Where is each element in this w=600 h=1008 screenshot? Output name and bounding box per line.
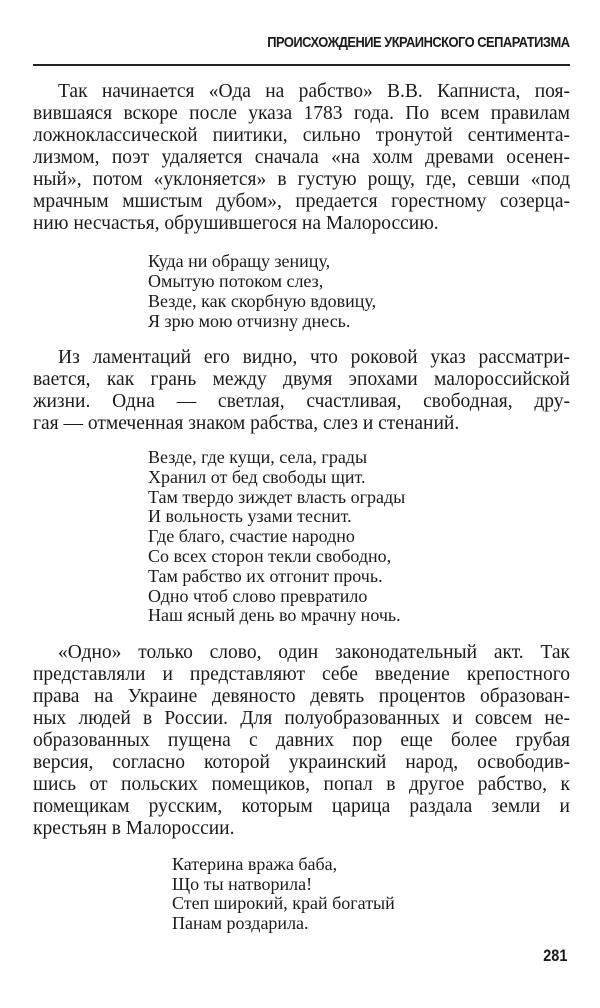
text-line: образованных пущена с давних пор еще более грубая bbox=[33, 730, 570, 751]
running-header: ПРОИСХОЖДЕНИЕ УКРАИНСКОГО СЕПАРАТИЗМА bbox=[267, 34, 570, 51]
text-line: лизмом, поэт удаляется сначала «на холм древами осенен- bbox=[33, 147, 570, 168]
poem-line: Катерина вража баба, bbox=[172, 854, 338, 874]
poem-line: Там твердо зиждет власть ограды bbox=[148, 486, 406, 507]
poem-2 bbox=[148, 448, 405, 626]
poem-line: Везде, как скорбную вдовицу, bbox=[148, 291, 377, 311]
poem-line: Наш ясный день во мрачну ночь. bbox=[148, 605, 401, 626]
text-line: ный», потом «уклоняется» в густую рощу, где, севши «под bbox=[33, 169, 570, 190]
text-line: гая — отмеченная знаком рабства, слез и стенаний. bbox=[33, 413, 460, 434]
poem-line: Одно чтоб слово превратило bbox=[148, 585, 368, 606]
poem-line: Панам роздарила. bbox=[172, 912, 309, 933]
text-line: ложноклассической пиитики, сильно тронутой сентимента- bbox=[33, 125, 570, 146]
text-line: жизни. Одна — светлая, счастливая, свободная, дру- bbox=[33, 391, 570, 412]
text-line: версия, согласно которой украинский народ, освободив- bbox=[33, 752, 570, 773]
poem-line: Со всех сторон текли свободно, bbox=[148, 545, 392, 566]
paragraph-3 bbox=[33, 642, 570, 840]
poem-line: Що ты натворила! bbox=[172, 873, 313, 894]
poem-line: Куда ни обращу зеницу, bbox=[148, 251, 331, 271]
page-number: 281 bbox=[542, 946, 567, 965]
text-line: Из ламентаций его видно, что роковой указ рассматри- bbox=[58, 347, 570, 368]
poem-line: Я зрю мою отчизну днесь. bbox=[148, 311, 351, 331]
text-line: крестьян в Малороссии. bbox=[33, 818, 235, 839]
text-line: вается, как грань между двумя эпохами малороссийской bbox=[33, 369, 570, 390]
poem-line: Везде, где кущи, села, грады bbox=[148, 447, 368, 467]
poem-line: Хранил от бед свободы щит. bbox=[148, 466, 366, 487]
text-line: права на Украине девяносто девять процентов образован- bbox=[33, 686, 570, 707]
text-line: шись от польских помещиков, попал в другое рабство, к bbox=[33, 774, 570, 795]
paragraph-1 bbox=[33, 81, 570, 235]
paragraph-2 bbox=[33, 347, 570, 435]
text-line: «Одно» только слово, один законодательный акт. Так bbox=[58, 642, 570, 663]
poem-line: Там рабство их отгонит прочь. bbox=[148, 565, 383, 586]
text-line: нию несчастья, обрушившегося на Малороссию. bbox=[33, 213, 439, 234]
text-line: вившаяся вскоре после указа 1783 года. По всем правилам bbox=[33, 103, 570, 124]
text-line: представляли и представляют себе введение крепостного bbox=[33, 664, 570, 685]
poem-line: Омытую потоком слез, bbox=[148, 271, 324, 291]
text-line: мрачным мшистым дубом», предается горестному созерца- bbox=[33, 191, 570, 212]
poem-line: И вольность узами теснит. bbox=[148, 506, 352, 527]
header-rule bbox=[33, 64, 570, 66]
poem-1 bbox=[148, 251, 376, 331]
poem-line: Степ широкий, край богатый bbox=[172, 893, 395, 913]
text-line: ных людей в России. Для полуобразованных и совсем не- bbox=[33, 708, 570, 729]
text-line: помещикам русским, которым царица раздала земли и bbox=[33, 796, 570, 817]
poem-3 bbox=[172, 855, 395, 933]
poem-line: Где благо, счастие народно bbox=[148, 526, 355, 547]
text-line: Так начинается «Ода на рабство» В.В. Капниста, поя- bbox=[58, 81, 570, 102]
